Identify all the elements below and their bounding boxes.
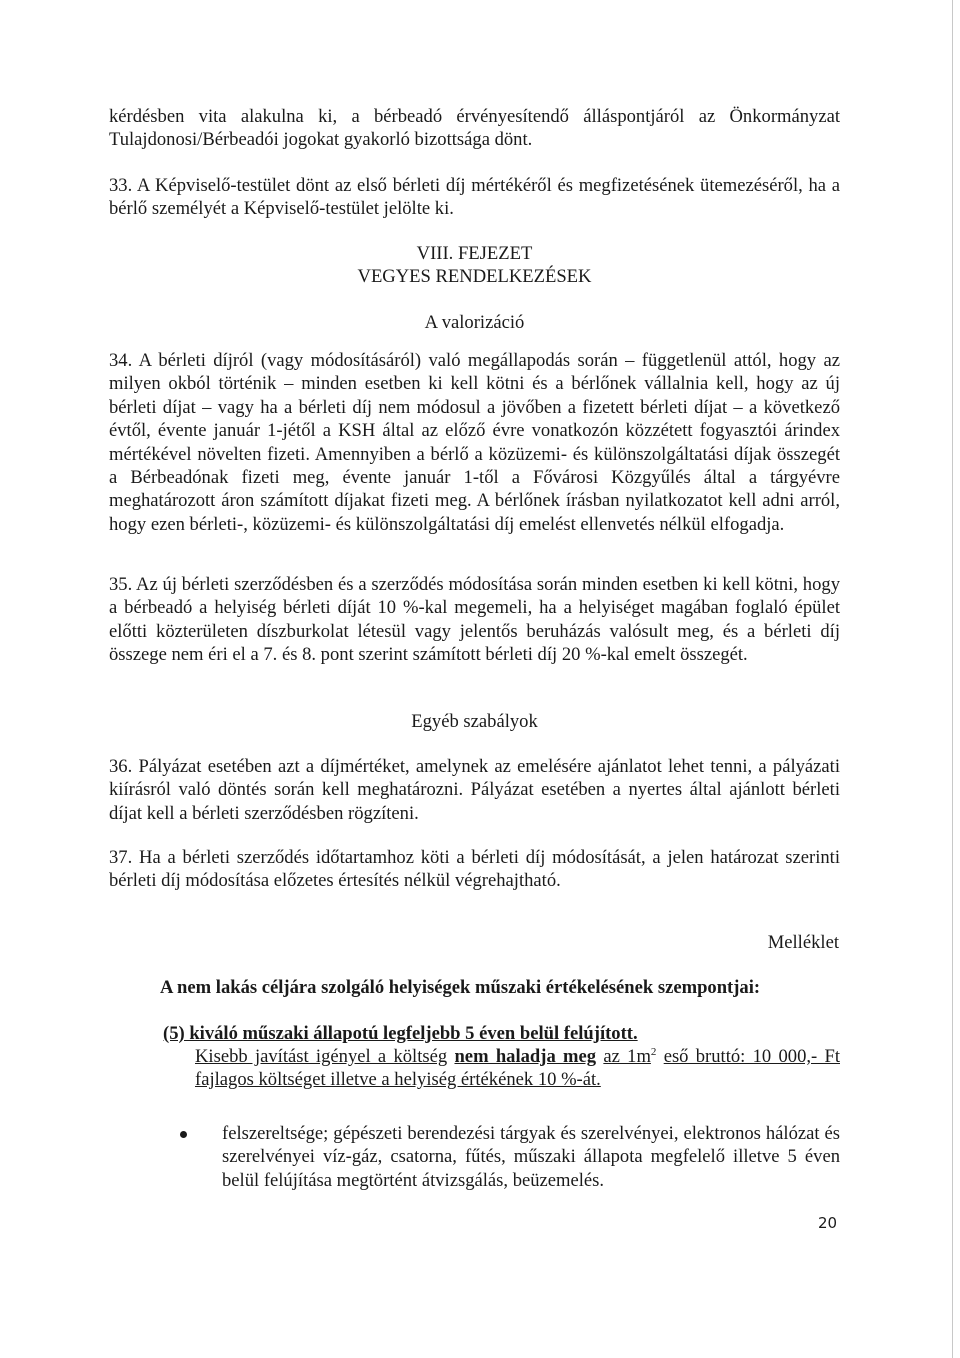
- paragraph-continued: kérdésben vita alakulna ki, a bérbeadó érvényesítendő álláspontjáról az Önkormányzat Tulajdonosi/Bérbeadói jogokat gyakorló bizottsága dönt.: [109, 106, 840, 151]
- paragraph-36: 36. Pályázat esetében azt a díjmértéket, amelynek az emelésére ajánlatot lehet tenni, a pályázati kiírásról való döntés során kell meghatározni. Pályázat esetében a nyertes által ajánlott bérleti díjat kell a bérleti szerződésben rögzíteni.: [109, 756, 840, 824]
- condition-description: [195, 1045, 840, 1092]
- paragraph-37: 37. Ha a bérleti szerződés időtartamhoz köti a bérleti díj módosítását, a jelen határozat szerinti bérleti díj módosítása előzetes értesítés nélkül végrehajtható.: [109, 847, 840, 892]
- annex-label: Melléklet: [767, 932, 839, 953]
- condition-text-1: Kisebb javítást igényel a költség: [195, 1046, 448, 1067]
- chapter-title: VEGYES RENDELKEZÉSEK: [357, 266, 592, 288]
- chapter-heading: [109, 242, 840, 289]
- condition-emphasis: nem haladja meg: [454, 1046, 597, 1067]
- page-number: 20: [818, 1214, 838, 1232]
- condition-text-3: eső bruttó: 10 000,- Ft fajlagos költséget illetve a helyiség értékének 10 %-át.: [195, 1046, 840, 1091]
- paragraph-33: 33. A Képviselő-testület dönt az első bérleti díj mértékéről és megfizetésének ütemezéséről, ha a bérlő személyét a Képviselő-testület jelölte ki.: [109, 175, 840, 220]
- scan-edge-line: [952, 0, 953, 1358]
- condition-text-2: az 1m: [603, 1046, 651, 1067]
- chapter-number: VIII. FEJEZET: [416, 243, 533, 264]
- section-heading-valorization: A valorizáció: [424, 312, 525, 333]
- condition-heading: (5) kiváló műszaki állapotú legfeljebb 5 éven belül felújított.: [163, 1023, 638, 1044]
- bullet-text: felszereltsége; gépészeti berendezési tárgyak és szerelvényei, elektronos hálózat és szerelvényei víz-gáz, csatorna, fűtés, műszaki állapota megfelelő illetve 5 éven belül felújítása megtörtént átvizsgálás, beüzemelés.: [222, 1123, 840, 1191]
- paragraph-35: 35. Az új bérleti szerződésben és a szerződés módosítása során minden esetben ki kell kötni, hogy a bérbeadó a helyiség bérleti díját 10 %-kal megemeli, ha a helyiséget magában foglaló épület előtti közterületen díszburkolat létesül vagy jelentős beruházás valósult meg, és a bérleti díj összege nem éri el a 7. és 8. pont szerint számított bérleti díj 20 %-kal emelt összegét.: [109, 574, 840, 666]
- bullet-dot-icon: [180, 1131, 187, 1138]
- section-heading-other-rules: Egyéb szabályok: [411, 711, 538, 732]
- annex-title: A nem lakás céljára szolgáló helyiségek műszaki értékelésének szempontjai:: [160, 977, 761, 998]
- paragraph-34: 34. A bérleti díjról (vagy módosításáról) való megállapodás során – függetlenül attól, hogy az milyen okból történik – minden esetben ki kell kötni és a bérlőnek vállalnia kell, hogy az új bérleti díjat – vagy ha a bérleti díj nem módosul a jövőben a fizetett bérleti díjat – a következő évtől, évente január 1-jétől a KSH által az előző évre vonatkozón közzétett fogyasztói árindex mértékével növelten fizeti. Amennyiben a bérlő a közüzemi- és különszolgáltatási díjak összegét a Bérbeadónak fizeti meg, évente január 1-től a Fővárosi Közgyűlés által a tárgyévre meghatározott áron számított díjakat fizeti meg. A bérlőnek írásban nyilatkozatot kell adni arról, hogy ezen bérleti-, közüzemi- és különszolgáltatási díj emelést ellenvetés nélkül elfogadja.: [109, 350, 840, 535]
- condition-superscript: 2: [650, 1045, 657, 1058]
